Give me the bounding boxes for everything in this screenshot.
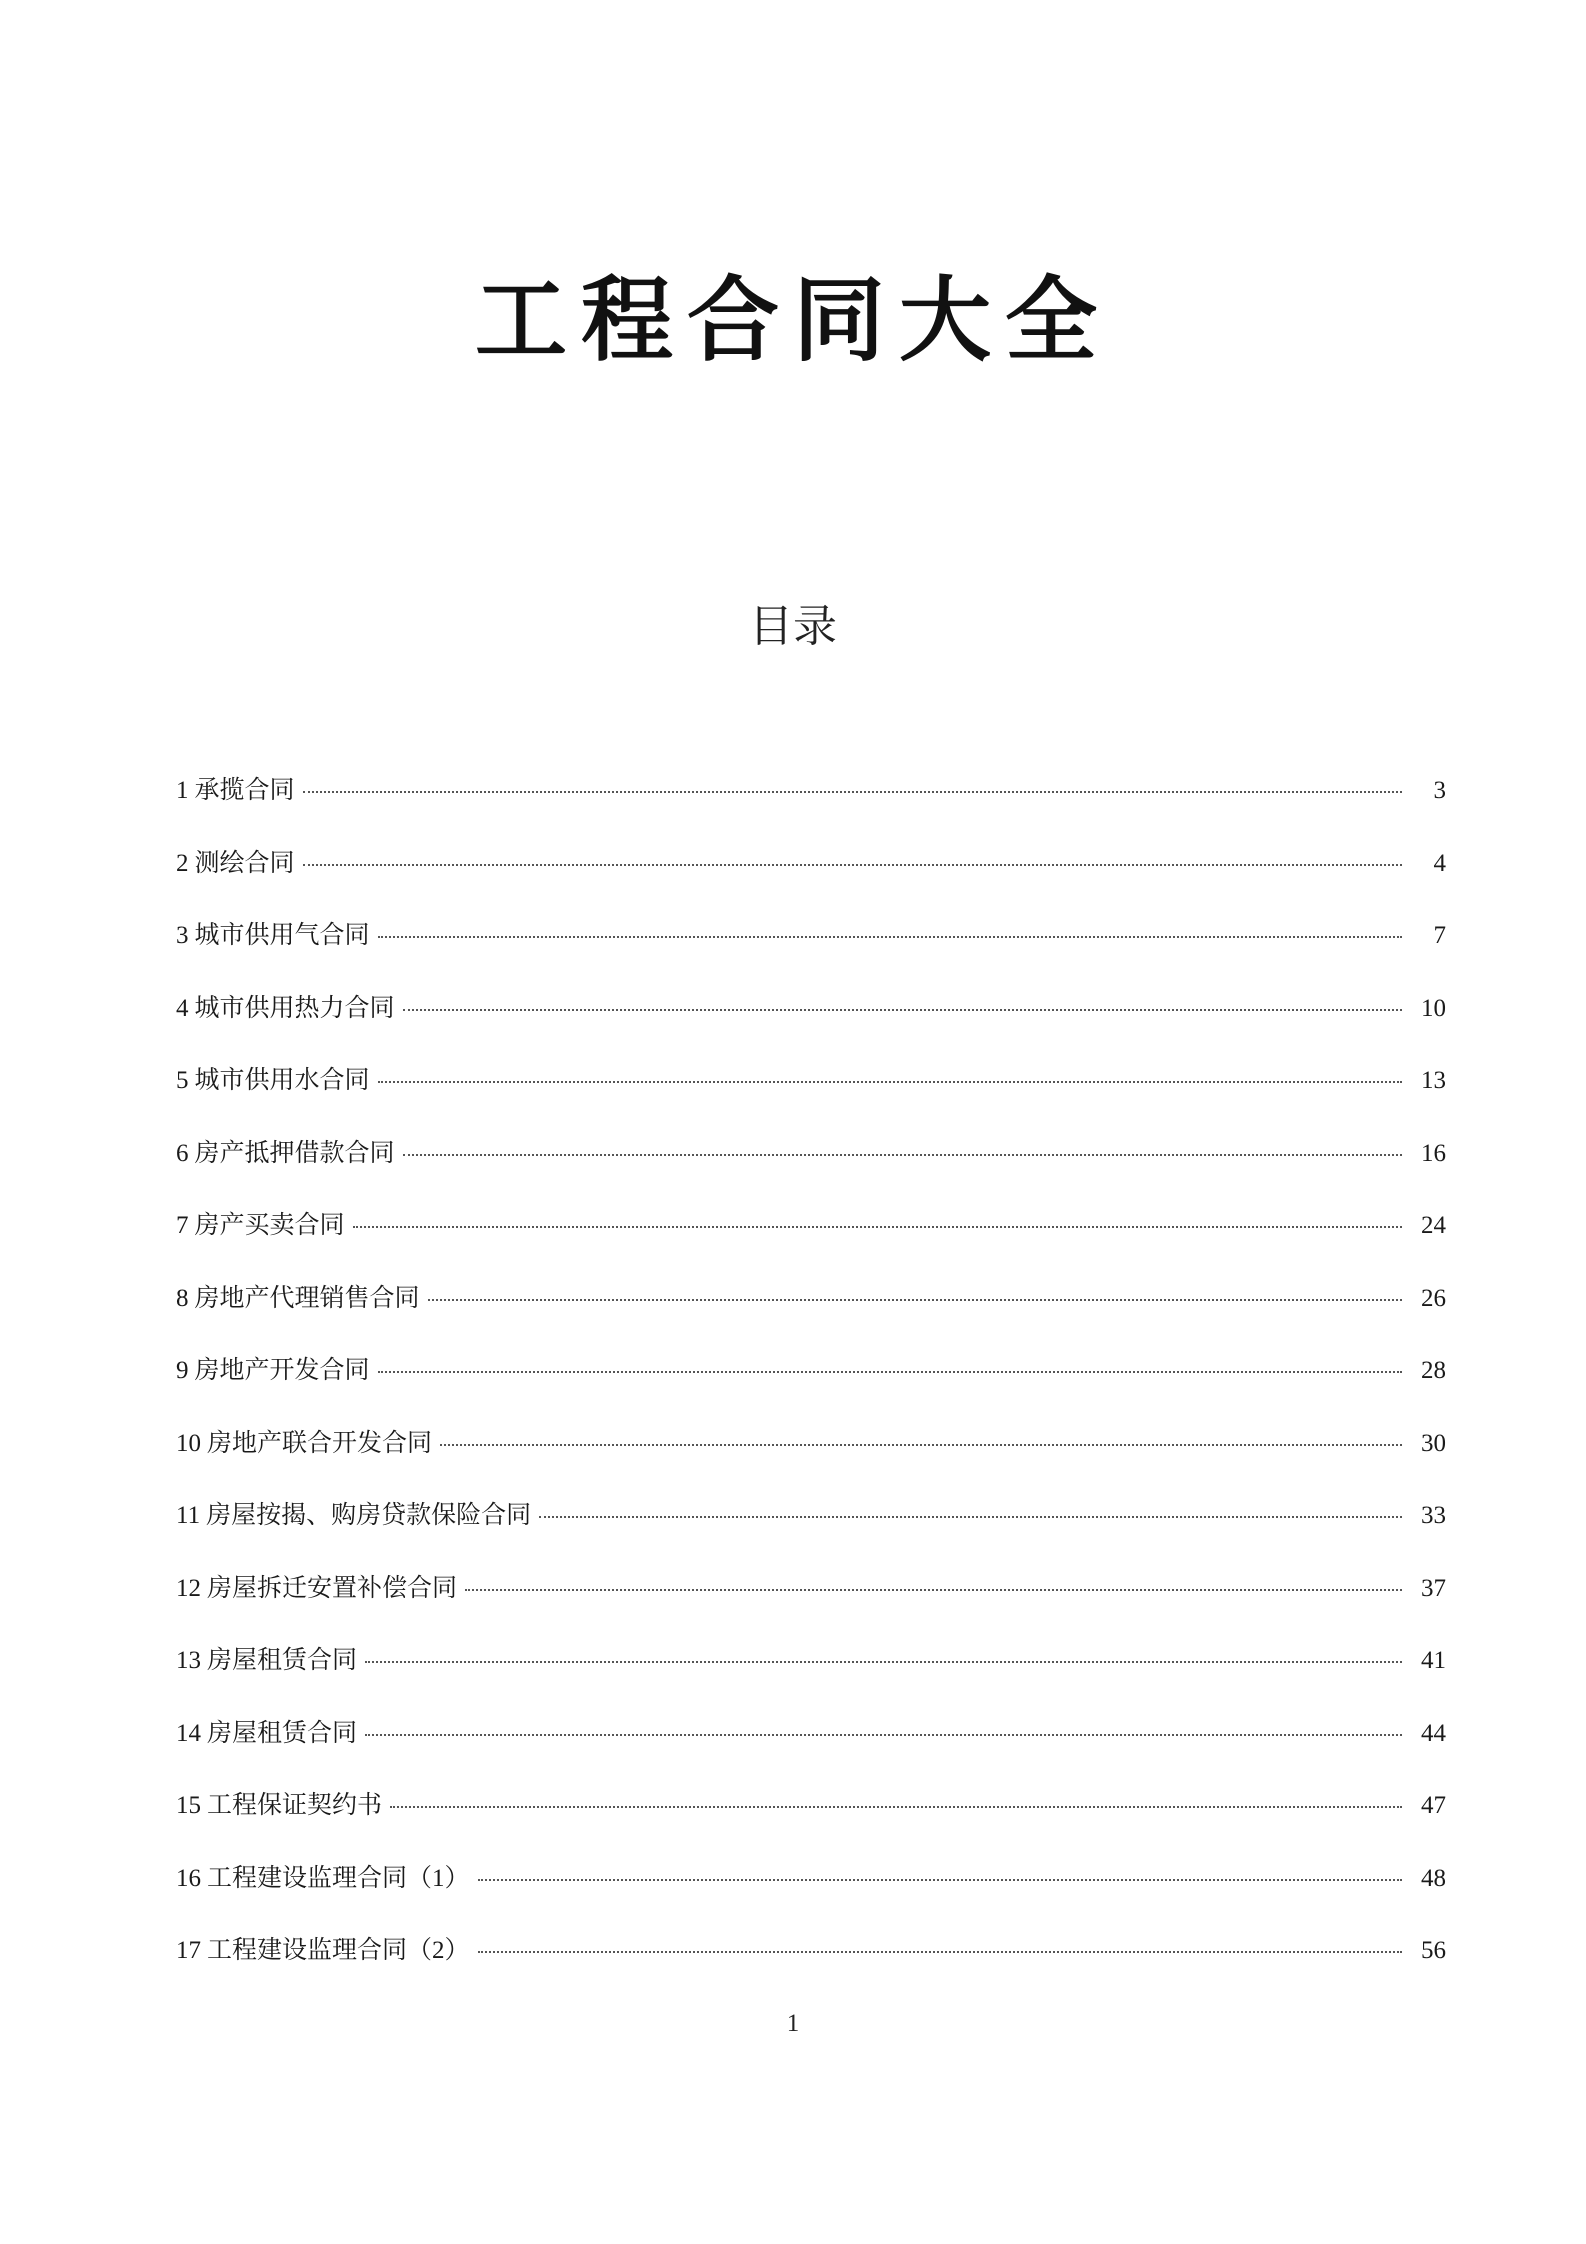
toc-entry-number: 9 [176,1357,189,1384]
toc-entry[interactable] [176,1858,1446,1931]
toc-entry-page: 13 [1421,1067,1446,1094]
toc-entry[interactable] [176,1060,1446,1133]
toc-entry-label: 工程建设监理合同（1） [207,1864,470,1892]
toc-entry-number: 14 [176,1719,201,1747]
toc-dot-leader [378,1081,1402,1083]
toc-entry-page: 47 [1421,1792,1446,1819]
toc-entry-page: 16 [1421,1139,1446,1167]
page-number: 1 [786,2010,800,2037]
toc-heading: 目录 [749,601,837,652]
toc-entry-label: 城市供用水合同 [194,1067,370,1094]
toc-entry-label: 房地产开发合同 [194,1357,370,1384]
toc-entry-number: 8 [176,1284,189,1312]
toc-entry[interactable] [176,1423,1446,1496]
toc-dot-leader [353,1226,1402,1228]
toc-entry-number: 6 [176,1139,189,1167]
toc-entry-label: 工程保证契约书 [207,1792,383,1819]
toc-entry-number: 4 [176,994,189,1022]
toc-entry[interactable] [176,1713,1446,1786]
toc-entry[interactable] [176,1133,1446,1206]
toc-entry-page: 7 [1433,922,1446,949]
toc-entry[interactable] [176,843,1446,916]
toc-entry-page: 28 [1421,1357,1446,1384]
toc-entry-number: 10 [176,1429,201,1457]
toc-entry-number: 7 [176,1212,189,1239]
toc-entry-number: 17 [176,1937,201,1964]
toc-entry-label: 测绘合同 [194,849,295,877]
toc-dot-leader [378,1371,1402,1373]
toc-entry[interactable] [176,988,1446,1061]
toc-entry-label: 房产抵押借款合同 [194,1139,395,1167]
toc-entry[interactable] [176,1785,1446,1858]
toc-entry[interactable] [176,1278,1446,1351]
toc-entry-page: 44 [1421,1719,1446,1747]
toc-entry-number: 12 [176,1574,201,1602]
toc-dot-leader [428,1299,1402,1301]
toc-dot-leader [378,936,1402,938]
toc-dot-leader [478,1879,1402,1881]
toc-entry-page: 26 [1421,1284,1446,1312]
toc-entry-page: 10 [1421,994,1446,1022]
toc-entry-label: 房屋租赁合同 [207,1719,358,1747]
toc-entry-page: 41 [1421,1647,1446,1674]
toc-entry[interactable] [176,1350,1446,1423]
document-title: 工程合同大全 [474,266,1111,374]
toc-entry-page: 37 [1421,1574,1446,1602]
toc-entry-number: 16 [176,1864,201,1892]
toc-entry[interactable] [176,1640,1446,1713]
toc-entry-label: 城市供用气合同 [194,922,370,949]
toc-dot-leader [478,1951,1402,1953]
toc-entry-page: 3 [1433,777,1446,804]
toc-dot-leader [303,791,1402,793]
toc-entry[interactable] [176,1568,1446,1641]
toc-dot-leader [403,1009,1402,1011]
toc-entry-number: 3 [176,922,189,949]
toc-entry-page: 4 [1433,849,1446,877]
toc-entry-number: 1 [176,777,189,804]
toc-entry[interactable] [176,1205,1446,1278]
toc-entry-label: 房地产联合开发合同 [207,1429,433,1457]
toc-entry-label: 工程建设监理合同（2） [207,1937,470,1964]
toc-entry-page: 24 [1421,1212,1446,1239]
toc-entry-page: 48 [1421,1864,1446,1892]
toc-entry-label: 房屋拆迁安置补偿合同 [207,1574,458,1602]
toc-entry[interactable] [176,1495,1446,1568]
toc-entry-label: 房屋按揭、购房贷款保险合同 [206,1502,532,1529]
toc-dot-leader [465,1589,1402,1591]
toc-entry-number: 11 [176,1502,201,1529]
toc-entry-label: 承揽合同 [194,777,295,804]
toc-dot-leader [390,1806,1402,1808]
toc-dot-leader [365,1734,1402,1736]
toc-entry-page: 33 [1421,1502,1446,1529]
table-of-contents [176,770,1446,2003]
toc-entry[interactable] [176,1930,1446,2003]
toc-entry-label: 房地产代理销售合同 [194,1284,420,1312]
toc-dot-leader [539,1516,1402,1518]
toc-dot-leader [365,1661,1402,1663]
toc-entry[interactable] [176,915,1446,988]
toc-entry[interactable] [176,770,1446,843]
toc-entry-number: 2 [176,849,189,877]
toc-entry-label: 城市供用热力合同 [194,994,395,1022]
toc-dot-leader [403,1154,1402,1156]
toc-entry-page: 56 [1421,1937,1446,1964]
toc-dot-leader [440,1444,1402,1446]
toc-entry-number: 13 [176,1647,201,1674]
toc-entry-page: 30 [1421,1429,1446,1457]
toc-entry-label: 房屋租赁合同 [207,1647,358,1674]
toc-dot-leader [303,864,1402,866]
toc-entry-number: 15 [176,1792,201,1819]
toc-entry-number: 5 [176,1067,189,1094]
toc-entry-label: 房产买卖合同 [194,1212,345,1239]
